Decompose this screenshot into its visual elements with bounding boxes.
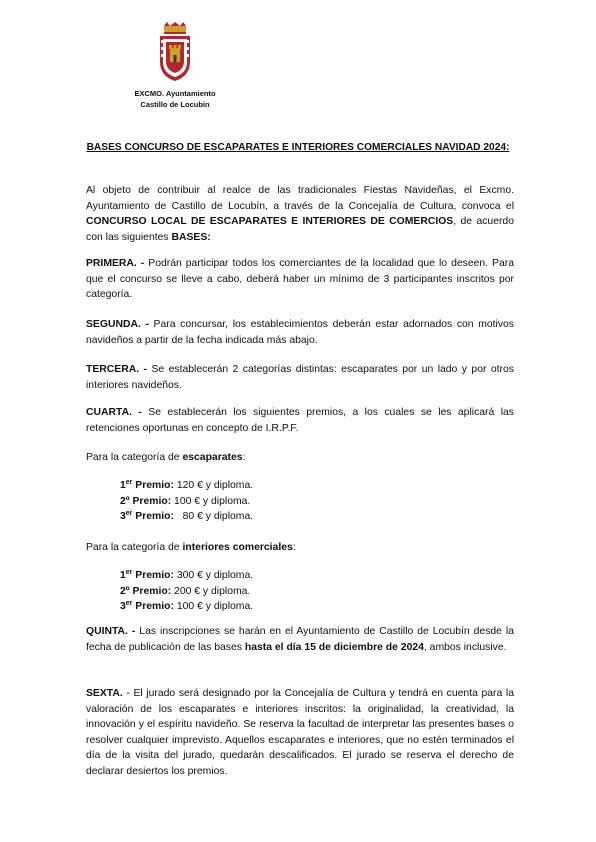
prize-rank: 1 xyxy=(120,480,126,491)
clause-label: QUINTA. - xyxy=(86,626,136,637)
coat-of-arms-icon xyxy=(157,22,193,82)
prize-label: Premio: xyxy=(132,601,174,612)
clause-cuarta xyxy=(86,405,514,436)
clause-text: Para concursar, los establecimientos deberán estar adornados con motivos navideños a partir de la fecha indicada más abajo. xyxy=(86,319,514,346)
ordinal-suffix: er xyxy=(125,479,133,486)
ordinal-suffix: er xyxy=(125,510,133,517)
prize-list-interiores xyxy=(120,568,548,615)
clause-text-2: , ambos inclusive. xyxy=(423,641,507,653)
org-line-1: EXCMO. Ayuntamiento xyxy=(134,89,216,98)
prize-item xyxy=(120,494,548,510)
prize-rank: 3 xyxy=(120,601,126,612)
clause-text: Se establecerán los siguientes premios, a los cuales se les aplicará las retenciones oportunas en concepto de I.R.P.F. xyxy=(86,407,514,434)
clause-text: Podrán participar todos los comerciantes de la localidad que lo deseen. Para que el concurso se lleve a cabo, deberá haber un mínimo de 3 participantes inscritos por categoría. xyxy=(86,258,514,300)
prize-item xyxy=(120,584,548,600)
intro-text-2: , de acuerdo con las siguientes xyxy=(86,216,514,243)
prize-item xyxy=(120,478,548,494)
clause-label: SEXTA. xyxy=(86,688,123,699)
category-interiores-heading xyxy=(86,540,514,556)
contest-name: CONCURSO LOCAL DE ESCAPARATES E INTERIORES DE COMERCIOS xyxy=(86,216,454,227)
colon: : xyxy=(292,542,296,553)
clause-label: TERCERA. - xyxy=(86,364,148,375)
clause-text: Las inscripciones se harán en el Ayuntamiento de Castillo de Locubín desde la fecha de publicación de las bases xyxy=(86,626,514,653)
prize-value: 80 € y diploma. xyxy=(173,511,254,522)
clause-label: SEGUNDA. - xyxy=(86,319,149,330)
category-name: interiores comerciales xyxy=(182,542,293,553)
bases-label: BASES: xyxy=(171,231,211,243)
prize-value: 100 € y diploma. xyxy=(171,495,251,507)
organization-name xyxy=(110,88,240,110)
prize-rank: 2º xyxy=(120,585,130,597)
prize-value: 120 € y diploma. xyxy=(173,480,254,491)
prize-item xyxy=(120,568,548,584)
clause-tercera xyxy=(86,362,514,393)
ordinal-suffix: er xyxy=(125,600,133,607)
clause-label: CUARTA. - xyxy=(86,407,142,418)
clause-text: - El jurado será designado por la Concejalía de Cultura y tendrá en cuenta para la valoración de los escaparates e interiores inscritos: la originalidad, la creatividad, la innovación y el espíritu navideño. Se reserva la facultad de interpretar las presentes bases o resolver cualquier imprevisto. Aquellos escaparates e interiores, que no estén terminados el día de la visita del jurado, quedarán descalificados. El jurado se reserva el derecho de declarar desiertos los premios. xyxy=(86,688,514,777)
org-line-2: Castillo de Locubín xyxy=(140,100,210,109)
category-name: escaparates xyxy=(182,452,243,463)
intro-text: Al objeto de contribuir al realce de las tradicionales Fiestas Navideñas, el Excmo. Ayuntamiento de Castillo de Locubín, a través de la Concejalía de Cultura, convoca el xyxy=(86,185,514,212)
prize-list-escaparates xyxy=(120,478,548,525)
prize-item xyxy=(120,599,548,615)
clause-text: Se establecerán 2 categorías distintas: escaparates por un lado y por otros interiores navideños. xyxy=(86,364,514,391)
prize-value: 300 € y diploma. xyxy=(173,570,254,581)
category-escaparates-heading xyxy=(86,450,514,466)
prize-label: Premio: xyxy=(132,511,174,522)
prize-value: 100 € y diploma. xyxy=(173,601,254,612)
deadline: hasta el día 15 de diciembre de 2024 xyxy=(244,641,424,653)
clause-primera xyxy=(86,256,514,303)
clause-quinta xyxy=(86,624,514,655)
clause-label: PRIMERA. - xyxy=(86,258,145,269)
category-intro: Para la categoría de xyxy=(86,452,183,463)
prize-value: 200 € y diploma. xyxy=(171,585,251,597)
ordinal-suffix: er xyxy=(125,569,133,576)
prize-rank: 3 xyxy=(120,511,126,522)
colon: : xyxy=(242,452,246,463)
prize-label: Premio: xyxy=(129,585,172,597)
clause-segunda xyxy=(86,317,514,348)
prize-rank: 2º xyxy=(120,495,130,507)
category-intro: Para la categoría de xyxy=(86,542,183,553)
prize-rank: 1 xyxy=(120,570,126,581)
intro-paragraph xyxy=(86,183,514,245)
prize-label: Premio: xyxy=(129,495,172,507)
prize-label: Premio: xyxy=(132,570,174,581)
document-title: BASES CONCURSO DE ESCAPARATES E INTERIORES COMERCIALES NAVIDAD 2024: xyxy=(86,142,510,153)
clause-sexta xyxy=(86,686,514,779)
letterhead xyxy=(110,22,240,110)
prize-label: Premio: xyxy=(132,480,174,491)
prize-item xyxy=(120,509,548,525)
